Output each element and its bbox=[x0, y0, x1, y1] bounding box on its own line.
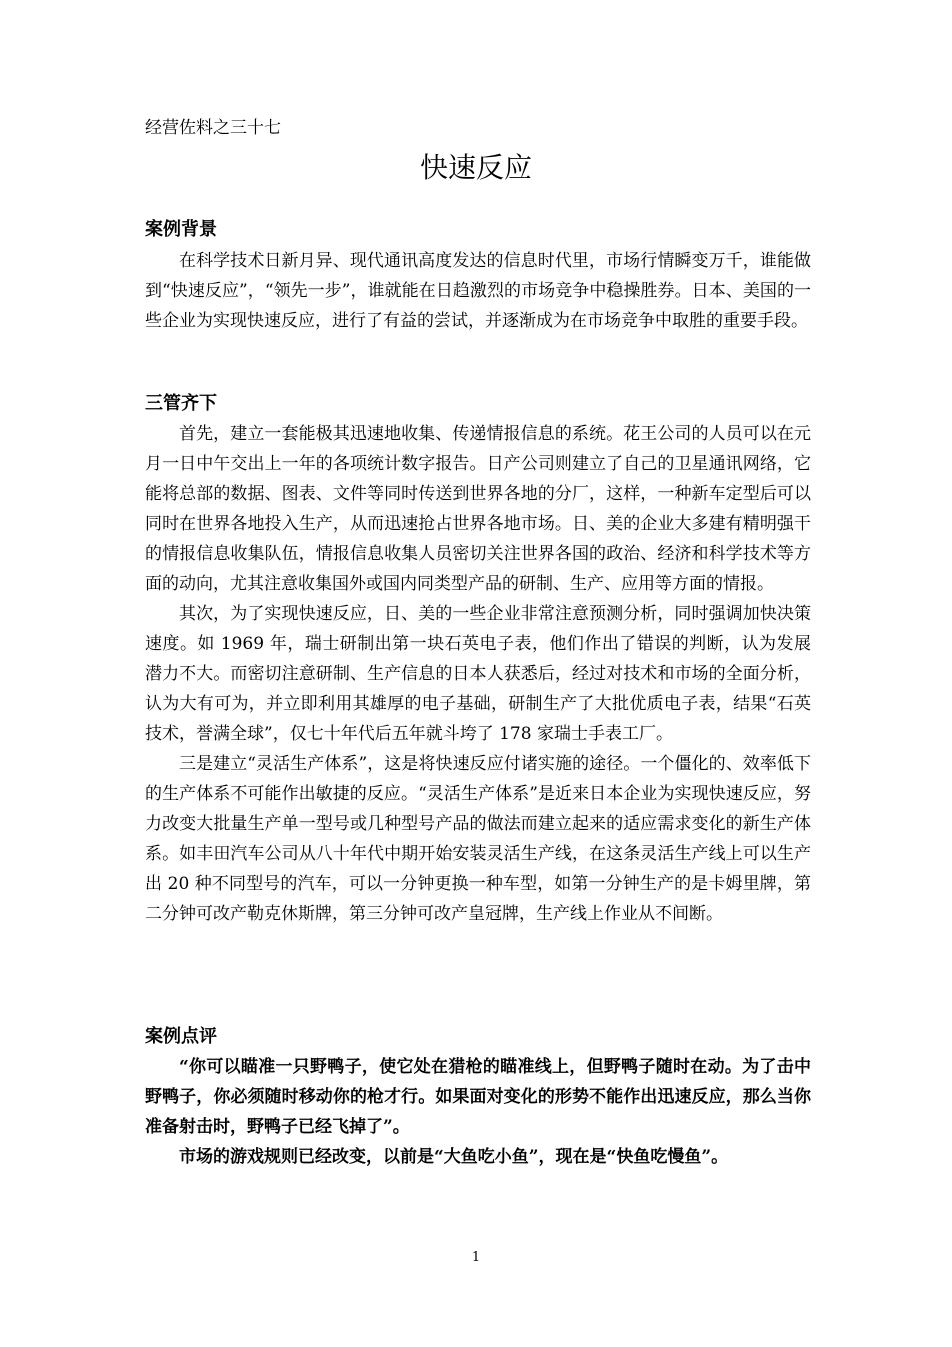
section-heading-background: 案例背景 bbox=[145, 219, 217, 240]
page-number: 1 bbox=[471, 1250, 481, 1265]
section-body-background bbox=[145, 246, 811, 336]
paragraph: 市场的游戏规则已经改变，以前是“大鱼吃小鱼”，现在是“快鱼吃慢鱼”。 bbox=[179, 1147, 729, 1167]
section-heading-commentary: 案例点评 bbox=[145, 1026, 217, 1047]
paragraph: 其次，为了实现快速反应，日、美的一些企业非常注意预测分析，同时强调加快决策速度。如 1969 年，瑞士研制出第一块石英电子表，他们作出了错误的判断，认为发展潜力不大。而密切注意研制、生产信息的日本人获悉后，经过对技术和市场的全面分析，认为大有可为，并立即利用其雄厚的电子基础，研制生产了大批优质电子表，结果“石英技术，誉满全球”，仅七十年代后五年就斗垮了 178 家瑞士手表工厂。 bbox=[145, 604, 811, 744]
series-label: 经营佐料之三十七 bbox=[145, 118, 281, 138]
paragraph: 在科学技术日新月异、现代通讯高度发达的信息时代里，市场行情瞬变万千，谁能做到“快速反应”，“领先一步”，谁就能在日趋激烈的市场竞争中稳操胜券。日本、美国的一些企业为实现快速反应，进行了有益的尝试，并逐渐成为在市场竞争中取胜的重要手段。 bbox=[145, 251, 811, 331]
paragraph: “你可以瞄准一只野鸭子，使它处在猎枪的瞄准线上，但野鸭子随时在动。为了击中野鸭子，你必须随时移动你的枪才行。如果面对变化的形势不能作出迅速反应，那么当你准备射击时，野鸭子已经飞掉了”。 bbox=[145, 1057, 811, 1137]
paragraph: 首先，建立一套能极其迅速地收集、传递情报信息的系统。花王公司的人员可以在元月一日中午交出上一年的各项统计数字报告。日产公司则建立了自己的卫星通讯网络，它能将总部的数据、图表、文件等同时传送到世界各地的分厂，这样，一种新车定型后可以同时在世界各地投入生产，从而迅速抢占世界各地市场。日、美的企业大多建有精明强干的情报信息收集队伍，情报信息收集人员密切关注世界各国的政治、经济和科学技术等方面的动向，尤其注意收集国外或国内同类型产品的研制、生产、应用等方面的情报。 bbox=[145, 424, 811, 594]
section-body-three-measures bbox=[145, 419, 811, 929]
section-body-commentary bbox=[145, 1052, 811, 1172]
section-heading-three-measures: 三管齐下 bbox=[145, 393, 217, 414]
paragraph: 三是建立“灵活生产体系”，这是将快速反应付诸实施的途径。一个僵化的、效率低下的生产体系不可能作出敏捷的反应。“灵活生产体系”是近来日本企业为实现快速反应，努力改变大批量生产单一型号或几种型号产品的做法而建立起来的适应需求变化的新生产体系。如丰田汽车公司从八十年代中期开始安装灵活生产线，在这条灵活生产线上可以生产出 20 种不同型号的汽车，可以一分钟更换一种车型，如第一分钟生产的是卡姆里牌，第二分钟可改产勒克休斯牌，第三分钟可改产皇冠牌，生产线上作业从不间断。 bbox=[145, 754, 811, 924]
page-title: 快速反应 bbox=[419, 151, 532, 184]
